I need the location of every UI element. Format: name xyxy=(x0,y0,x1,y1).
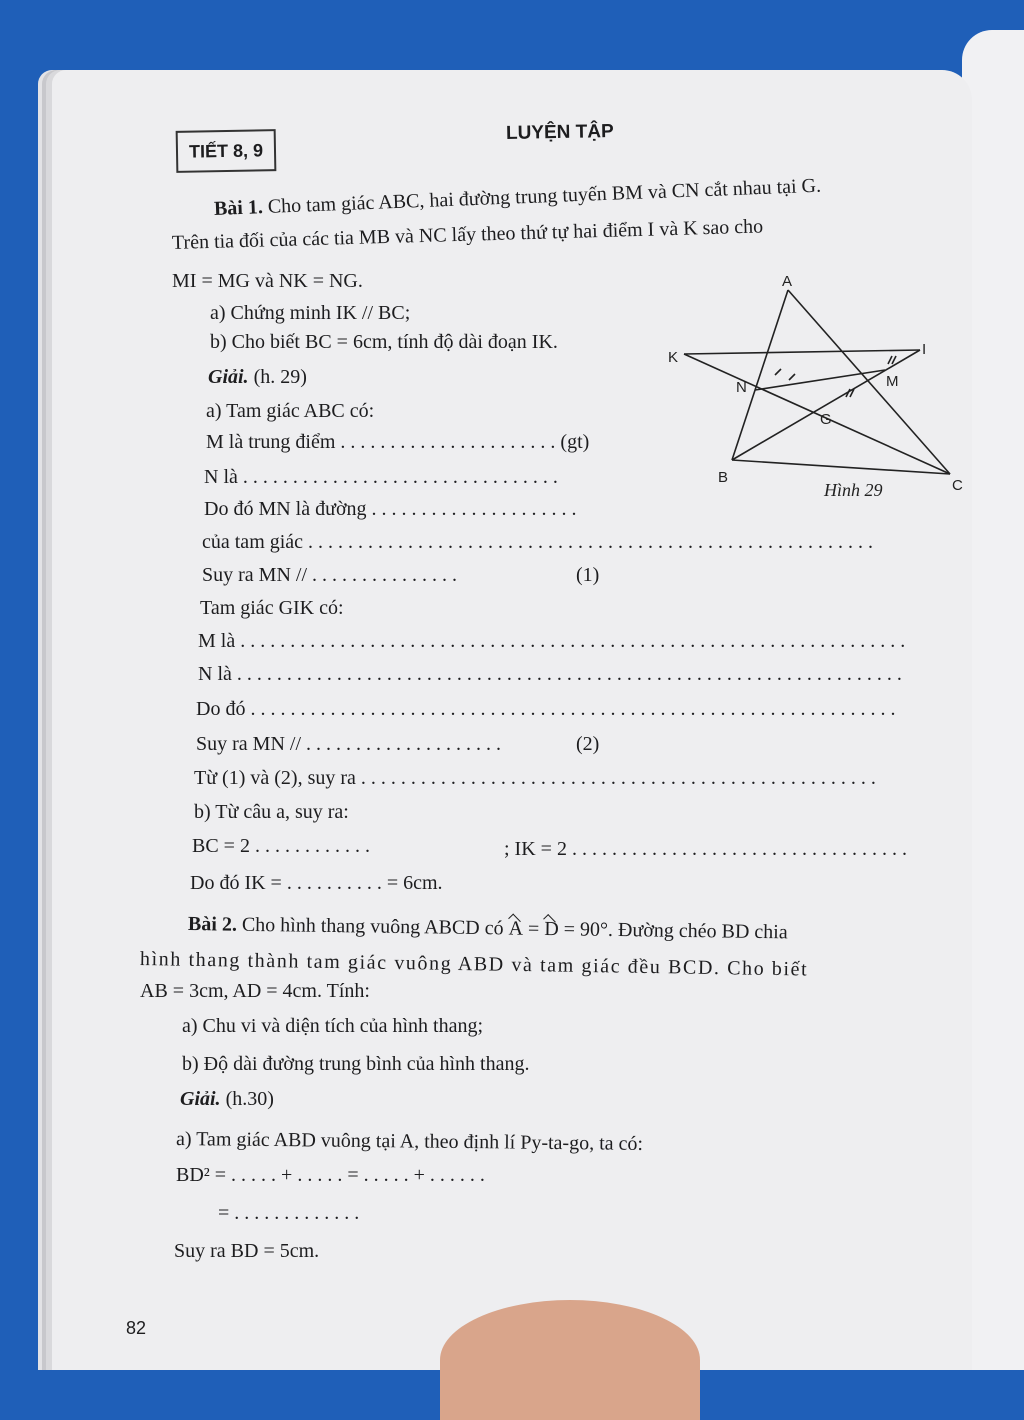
solution-line: Suy ra MN // . . . . . . . . . . . . . . . . . . . . xyxy=(196,733,501,755)
bai2-line2: hình thang thành tam giác vuông ABD và tam giác đều BCD. Cho biết xyxy=(139,948,809,981)
solution-line: N là . . . . . . . . . . . . . . . . . . . . . . . . . . . . . . . . xyxy=(204,466,558,488)
bai1-line3: MI = MG và NK = NG. xyxy=(172,270,363,292)
equation-mark-2: (2) xyxy=(576,733,600,755)
solution-line: Tam giác GIK có: xyxy=(200,597,344,619)
bai2-text1a: Cho hình thang vuông ABCD có xyxy=(241,913,504,940)
point-label-c: C xyxy=(952,477,963,494)
giai-label-2: Giải. xyxy=(180,1088,221,1110)
bai2-solution-heading xyxy=(180,1088,274,1111)
angle-a: A xyxy=(508,917,524,940)
bai2-question-a: a) Chu vi và diện tích của hình thang; xyxy=(182,1015,484,1037)
bai1-solution-heading xyxy=(208,366,307,389)
angle-eq: = xyxy=(527,917,540,940)
figure-29 xyxy=(660,272,970,504)
giai-ref: (h. 29) xyxy=(253,366,307,388)
solution-line: Do đó IK = . . . . . . . . . . = 6cm. xyxy=(190,872,443,894)
solution-line: b) Từ câu a, suy ra: xyxy=(194,801,349,823)
solution-line: M là trung điểm . . . . . . . . . . . . . . . . . . . . . . (gt) xyxy=(206,431,590,453)
equation-mark-1: (1) xyxy=(576,564,600,586)
bai1-text1: Cho tam giác ABC, hai đường trung tuyến BM và CN cắt nhau tại G. xyxy=(267,174,822,218)
bai1-label: Bài 1. xyxy=(213,196,264,220)
solution-line: của tam giác . . . . . . . . . . . . . . . . . . . . . . . . . . . . . . . . . . . . . . . . . . . . . . . . . . . . . . . . . xyxy=(202,531,874,553)
bai2-solution-line: = . . . . . . . . . . . . . xyxy=(218,1202,360,1224)
solution-line: N là . . . . . . . . . . . . . . . . . . . . . . . . . . . . . . . . . . . . . . . . . . . . . . . . . . . . . . . . . . . . . . . . . . . xyxy=(198,663,902,685)
bai2-text1b: = 90°. Đường chéo BD chia xyxy=(563,918,788,944)
finger xyxy=(440,1300,700,1420)
lesson-tag: TIẾT 8, 9 xyxy=(176,129,277,173)
giai-label: Giải. xyxy=(208,366,249,388)
bai2-solution-line: a) Tam giác ABD vuông tại A, theo định lí Py-ta-go, ta có: xyxy=(175,1128,644,1155)
bai2-solution-line: BD² = . . . . . + . . . . . = . . . . . + . . . . . . xyxy=(176,1164,485,1186)
bai2-label: Bài 2. xyxy=(187,913,238,936)
solution-line: BC = 2 . . . . . . . . . . . . xyxy=(192,835,370,857)
point-label-a: A xyxy=(782,273,793,290)
bai2-line3: AB = 3cm, AD = 4cm. Tính: xyxy=(140,980,370,1002)
point-label-n: N xyxy=(736,379,747,396)
point-label-k: K xyxy=(668,349,679,366)
figure-caption: Hình 29 xyxy=(824,480,883,500)
solution-line: Suy ra MN // . . . . . . . . . . . . . . . xyxy=(202,564,457,586)
solution-line: M là . . . . . . . . . . . . . . . . . . . . . . . . . . . . . . . . . . . . . . . . . . . . . . . . . . . . . . . . . . . . . . . . . . . xyxy=(198,630,906,652)
solution-line: Do đó MN là đường . . . . . . . . . . . . . . . . . . . . . xyxy=(204,498,577,520)
angle-d: D xyxy=(544,917,559,941)
bai2-solution-line: Suy ra BD = 5cm. xyxy=(174,1240,320,1262)
page-title: LUYỆN TẬP xyxy=(505,121,614,144)
solution-line: a) Tam giác ABC có: xyxy=(206,400,375,422)
page-number: 82 xyxy=(126,1318,147,1338)
giai-ref-2: (h.30) xyxy=(225,1088,274,1110)
point-label-i: I xyxy=(922,341,927,358)
bai1-question-b: b) Cho biết BC = 6cm, tính độ dài đoạn IK. xyxy=(210,331,558,353)
bai2-question-b: b) Độ dài đường trung bình của hình thang. xyxy=(182,1053,530,1075)
bai1-line2: Trên tia đối của các tia MB và NC lấy theo thứ tự hai điểm I và K sao cho xyxy=(171,215,764,254)
point-label-b: B xyxy=(718,469,729,486)
point-label-g: G xyxy=(820,411,832,428)
bai1-question-a: a) Chứng minh IK // BC; xyxy=(210,302,411,324)
point-label-m: M xyxy=(886,373,899,390)
solution-line-ik: ; IK = 2 . . . . . . . . . . . . . . . . . . . . . . . . . . . . . . . . . . xyxy=(504,838,907,860)
solution-line: Từ (1) và (2), suy ra . . . . . . . . . . . . . . . . . . . . . . . . . . . . . . . . . . . . . . . . . . . . . . . . . . . . xyxy=(194,767,876,789)
solution-line: Do đó . . . . . . . . . . . . . . . . . . . . . . . . . . . . . . . . . . . . . . . . . . . . . . . . . . . . . . . . . . . . . . . . . xyxy=(196,698,896,720)
